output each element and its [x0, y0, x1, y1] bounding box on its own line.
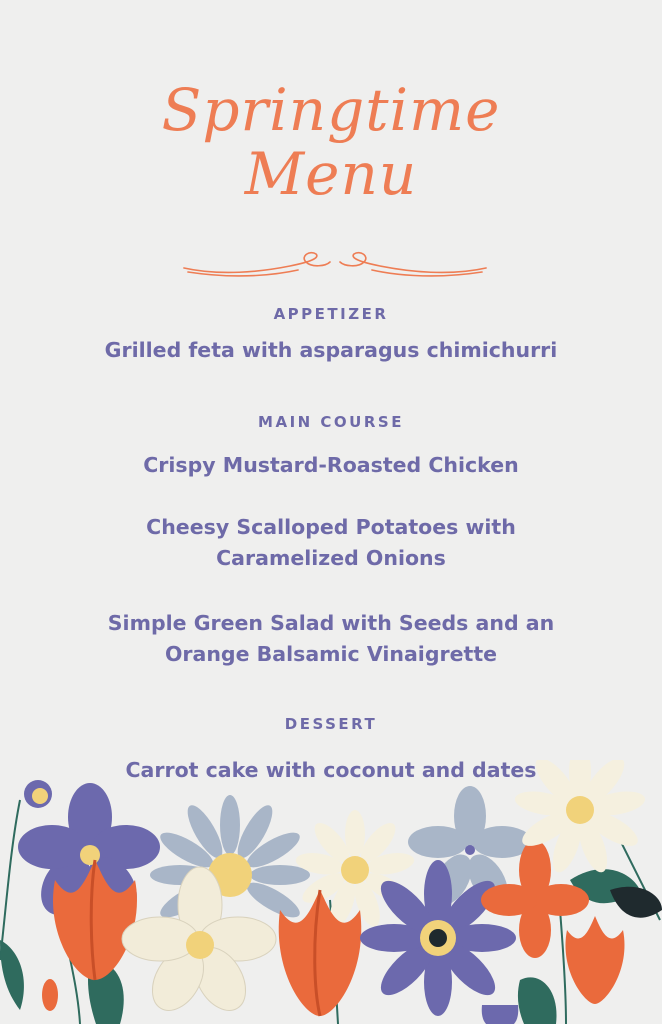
small-bud-left: [42, 979, 58, 1011]
title-line-1: Springtime: [161, 76, 501, 144]
main-item-salad-line-2: Orange Balsamic Vinaigrette: [164, 642, 498, 666]
purple-bell-bottom: [482, 1005, 519, 1024]
main-item-potatoes-line-1: Cheesy Scalloped Potatoes with: [146, 515, 516, 539]
menu-title: [0, 78, 662, 206]
dessert-label: DESSERT: [284, 715, 378, 733]
appetizer-label: APPETIZER: [273, 305, 389, 323]
main-item-salad-line-1: Simple Green Salad with Seeds and an: [107, 611, 555, 635]
dessert-item: Carrot cake with coconut and dates: [125, 758, 537, 782]
orange-bud-right: [565, 916, 624, 1004]
main-course-label: MAIN COURSE: [258, 413, 404, 431]
flourish-ornament: [180, 244, 490, 280]
appetizer-item: Grilled feta with asparagus chimichurri: [104, 338, 558, 362]
main-item-chicken: Crispy Mustard-Roasted Chicken: [143, 453, 519, 477]
main-item-potatoes-line-2: Caramelized Onions: [216, 546, 446, 570]
main-item-potatoes: [40, 512, 622, 574]
main-item-salad: [40, 608, 622, 670]
purple-flower-center: [360, 860, 516, 1016]
title-line-2: Menu: [244, 140, 418, 208]
blue-daisy: [150, 795, 310, 924]
floral-border-illustration: [0, 760, 662, 1024]
bud-top-left: [24, 780, 52, 808]
